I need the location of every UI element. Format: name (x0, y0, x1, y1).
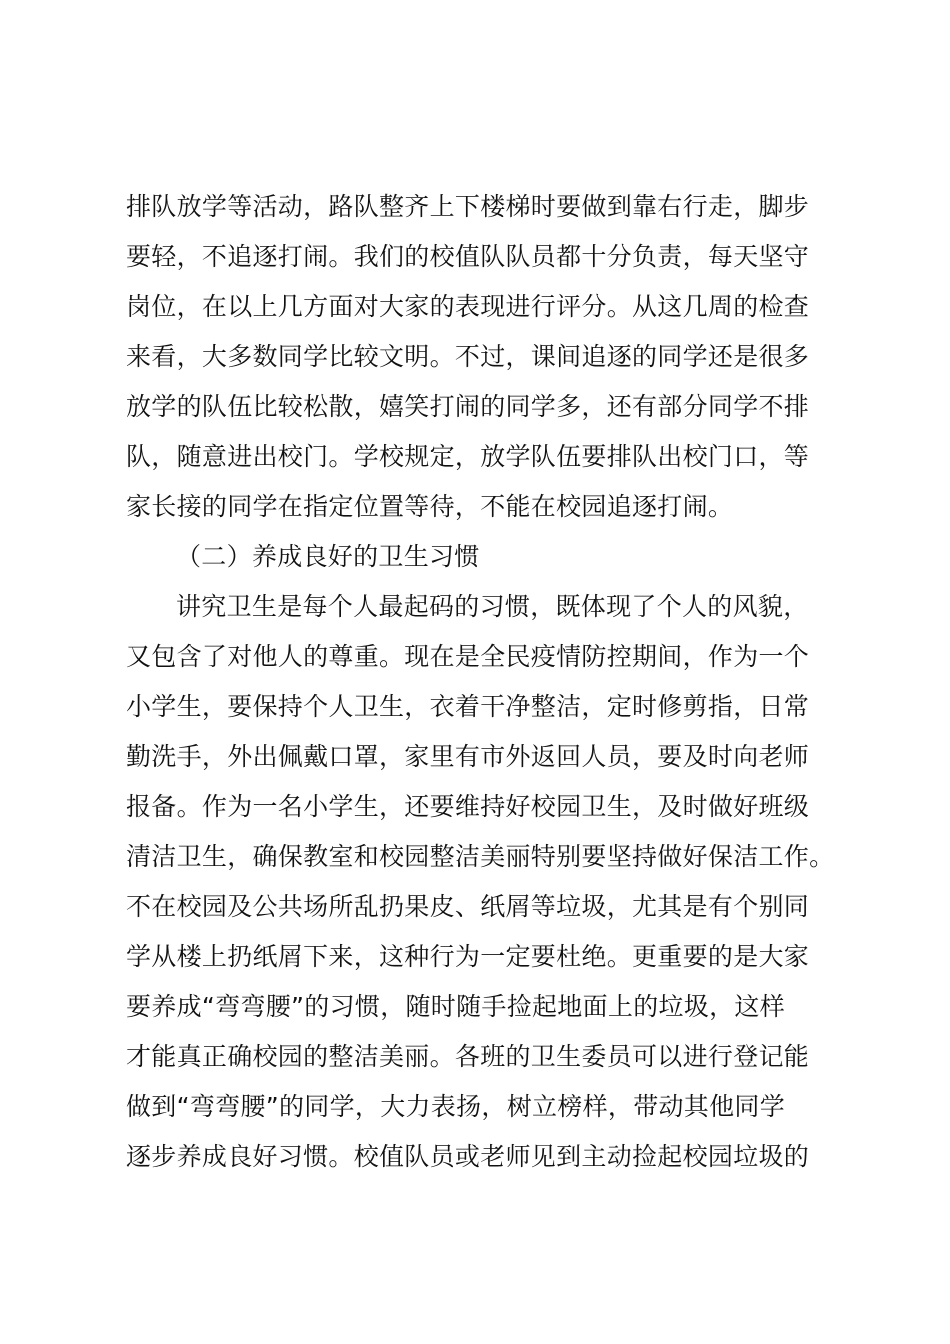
paragraph-line: 来看，大多数同学比较文明。不过，课间追逐的同学还是很多 (126, 342, 810, 371)
paragraph-line: 又包含了对他人的尊重。现在是全民疫情防控期间，作为一个 (126, 642, 810, 671)
paragraph-line: 排队放学等活动，路队整齐上下楼梯时要做到靠右行走，脚步 (126, 192, 810, 221)
paragraph-line: 学从楼上扔纸屑下来，这种行为一定要杜绝。更重要的是大家 (126, 942, 810, 971)
paragraph-line: 要养成“弯弯腰”的习惯，随时随手捡起地面上的垃圾，这样 (126, 992, 786, 1021)
paragraph-first-line: 讲究卫生是每个人最起码的习惯，既体现了个人的风貌， (176, 592, 809, 621)
section-heading: （二）养成良好的卫生习惯 (176, 542, 480, 571)
paragraph-line: 小学生，要保持个人卫生，衣着干净整洁，定时修剪指，日常 (126, 692, 810, 721)
paragraph-line: 家长接的同学在指定位置等待，不能在校园追逐打闹。 (126, 492, 734, 521)
paragraph-line: 做到“弯弯腰”的同学，大力表扬，树立榜样，带动其他同学 (126, 1092, 786, 1121)
paragraph-line: 不在校园及公共场所乱扔果皮、纸屑等垃圾，尤其是有个别同 (126, 892, 810, 921)
paragraph-line: 岗位，在以上几方面对大家的表现进行评分。从这几周的检查 (126, 292, 810, 321)
paragraph-line: 要轻，不追逐打闹。我们的校值队队员都十分负责，每天坚守 (126, 242, 810, 271)
paragraph-line: 勤洗手，外出佩戴口罩，家里有市外返回人员，要及时向老师 (126, 742, 810, 771)
paragraph-line: 放学的队伍比较松散，嬉笑打闹的同学多，还有部分同学不排 (126, 392, 810, 421)
paragraph-line: 才能真正确校园的整洁美丽。各班的卫生委员可以进行登记能 (126, 1042, 810, 1071)
body-text (126, 182, 846, 1182)
paragraph-line: 清洁卫生，确保教室和校园整洁美丽特别要坚持做好保洁工作。 (126, 842, 835, 871)
paragraph-line: 逐步养成良好习惯。校值队员或老师见到主动捡起校园垃圾的 (126, 1142, 810, 1171)
paragraph-line: 报备。作为一名小学生，还要维持好校园卫生，及时做好班级 (126, 792, 810, 821)
paragraph-line: 队，随意进出校门。学校规定，放学队伍要排队出校门口，等 (126, 442, 810, 471)
